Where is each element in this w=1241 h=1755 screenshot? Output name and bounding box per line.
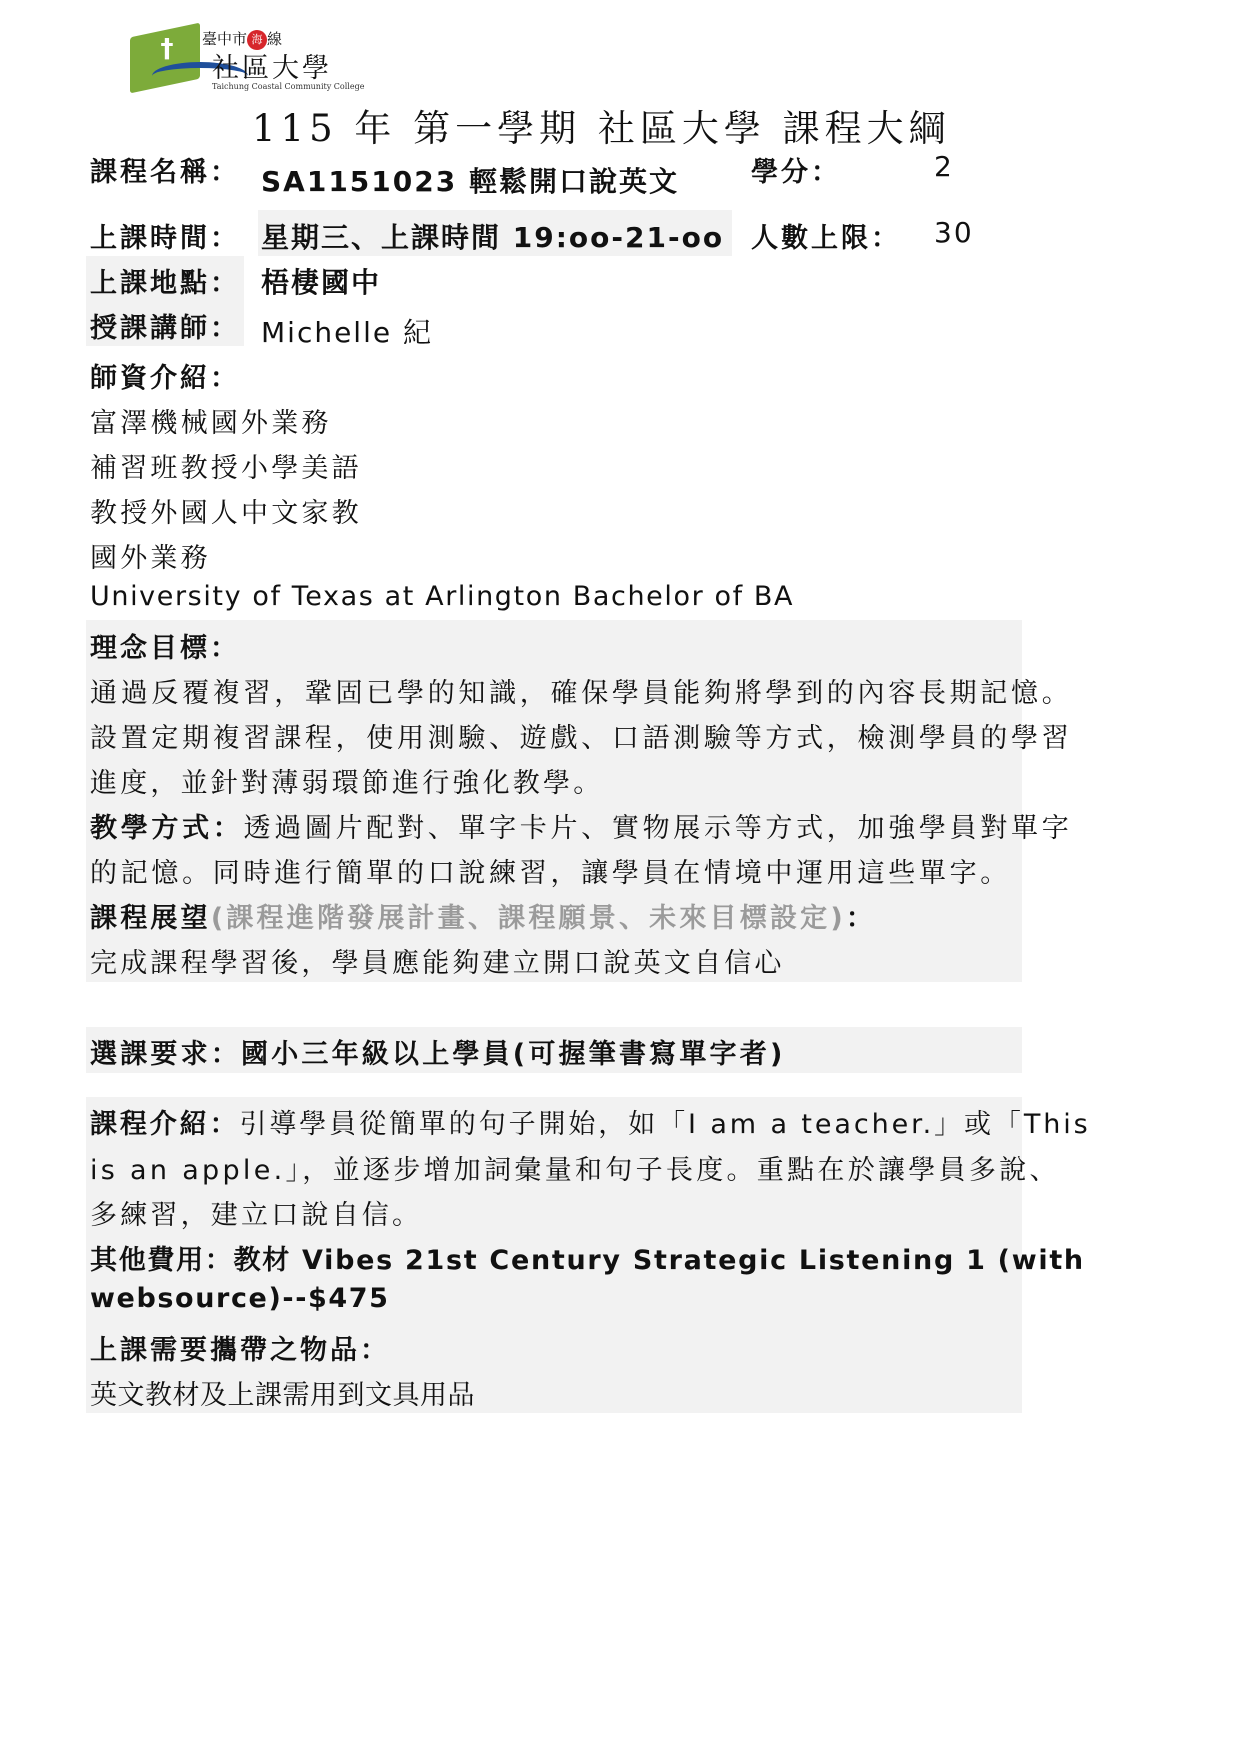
teacher-value: Michelle 紀 bbox=[261, 316, 433, 349]
time-label: 上課時間： bbox=[90, 223, 240, 254]
bio-line: 國外業務 bbox=[90, 543, 211, 574]
intro-line1: 引導學員從簡單的句子開始，如「I am a teacher.」或「This bbox=[239, 1109, 1091, 1140]
logo-english-name: Taichung Coastal Community College bbox=[212, 82, 365, 91]
method-label: 教學方式： bbox=[90, 813, 244, 844]
bio-line: 富澤機械國外業務 bbox=[90, 408, 332, 439]
teacher-label: 授課講師： bbox=[90, 313, 240, 344]
logo-city-text: 臺中市 海 線 bbox=[202, 30, 283, 48]
outlook-label: 課程展望 bbox=[90, 903, 211, 934]
credit-value: 2 bbox=[934, 150, 954, 183]
time-value: 星期三、上課時間 19:oo-21-oo bbox=[261, 221, 725, 254]
capacity-value: 30 bbox=[934, 216, 974, 249]
course-name-label: 課程名稱： bbox=[90, 157, 240, 188]
requirement-row bbox=[90, 1032, 785, 1071]
requirement-label: 選課要求： bbox=[90, 1039, 241, 1070]
logo-person-icon: † bbox=[160, 34, 174, 64]
method-paragraph bbox=[90, 806, 1072, 845]
intro-paragraph bbox=[90, 1102, 1091, 1141]
logo-college-name: 社區大學 bbox=[212, 53, 332, 84]
location-value: 梧棲國中 bbox=[261, 266, 382, 299]
college-logo bbox=[130, 26, 370, 98]
bio-line: University of Texas at Arlington Bachelor of BA bbox=[90, 581, 795, 612]
items-text: 英文教材及上課需用到文具用品 bbox=[90, 1380, 475, 1411]
capacity-label: 人數上限： bbox=[751, 223, 901, 254]
goals-line: 設置定期複習課程，使用測驗、遊戲、口語測驗等方式，檢測學員的學習 bbox=[90, 723, 1073, 754]
outlook-text: 完成課程學習後，學員應能夠建立開口說英文自信心 bbox=[90, 948, 785, 979]
course-name-value: SA1151023 輕鬆開口說英文 bbox=[261, 165, 679, 198]
goals-line: 通過反覆複習，鞏固已學的知識，確保學員能夠將學到的內容長期記憶。 bbox=[90, 678, 1073, 709]
outlook-heading bbox=[90, 896, 876, 935]
requirement-text: 國小三年級以上學員(可握筆書寫單字者) bbox=[241, 1039, 786, 1070]
fees-line2: websource)--$475 bbox=[90, 1283, 390, 1314]
intro-line2: is an apple.」，並逐步增加詞彙量和句子長度。重點在於讓學員多說、 bbox=[90, 1155, 1060, 1186]
intro-label: 課程介紹： bbox=[90, 1109, 240, 1140]
bio-label: 師資介紹： bbox=[90, 363, 240, 394]
method-line1: 透過圖片配對、單字卡片、實物展示等方式，加強學員對單字 bbox=[243, 813, 1073, 844]
method-line2: 的記憶。同時進行簡單的口說練習，讓學員在情境中運用這些單字。 bbox=[90, 858, 1011, 889]
goals-line: 進度，並針對薄弱環節進行強化教學。 bbox=[90, 768, 604, 799]
outlook-colon: ： bbox=[845, 903, 877, 934]
page-title: 115 年 第一學期 社區大學 課程大綱 bbox=[252, 107, 951, 150]
intro-line3: 多練習，建立口說自信。 bbox=[90, 1200, 423, 1231]
fees-line1: 其他費用：教材 Vibes 21st Century Strategic Listening 1 (with bbox=[90, 1245, 1085, 1276]
outlook-note: (課程進階發展計畫、課程願景、未來目標設定) bbox=[210, 903, 846, 934]
bio-line: 教授外國人中文家教 bbox=[90, 498, 362, 529]
goals-label: 理念目標： bbox=[90, 633, 240, 664]
location-label: 上課地點： bbox=[90, 268, 240, 299]
items-label: 上課需要攜帶之物品： bbox=[90, 1335, 390, 1366]
credit-label: 學分： bbox=[751, 157, 841, 188]
bio-line: 補習班教授小學美語 bbox=[90, 453, 362, 484]
